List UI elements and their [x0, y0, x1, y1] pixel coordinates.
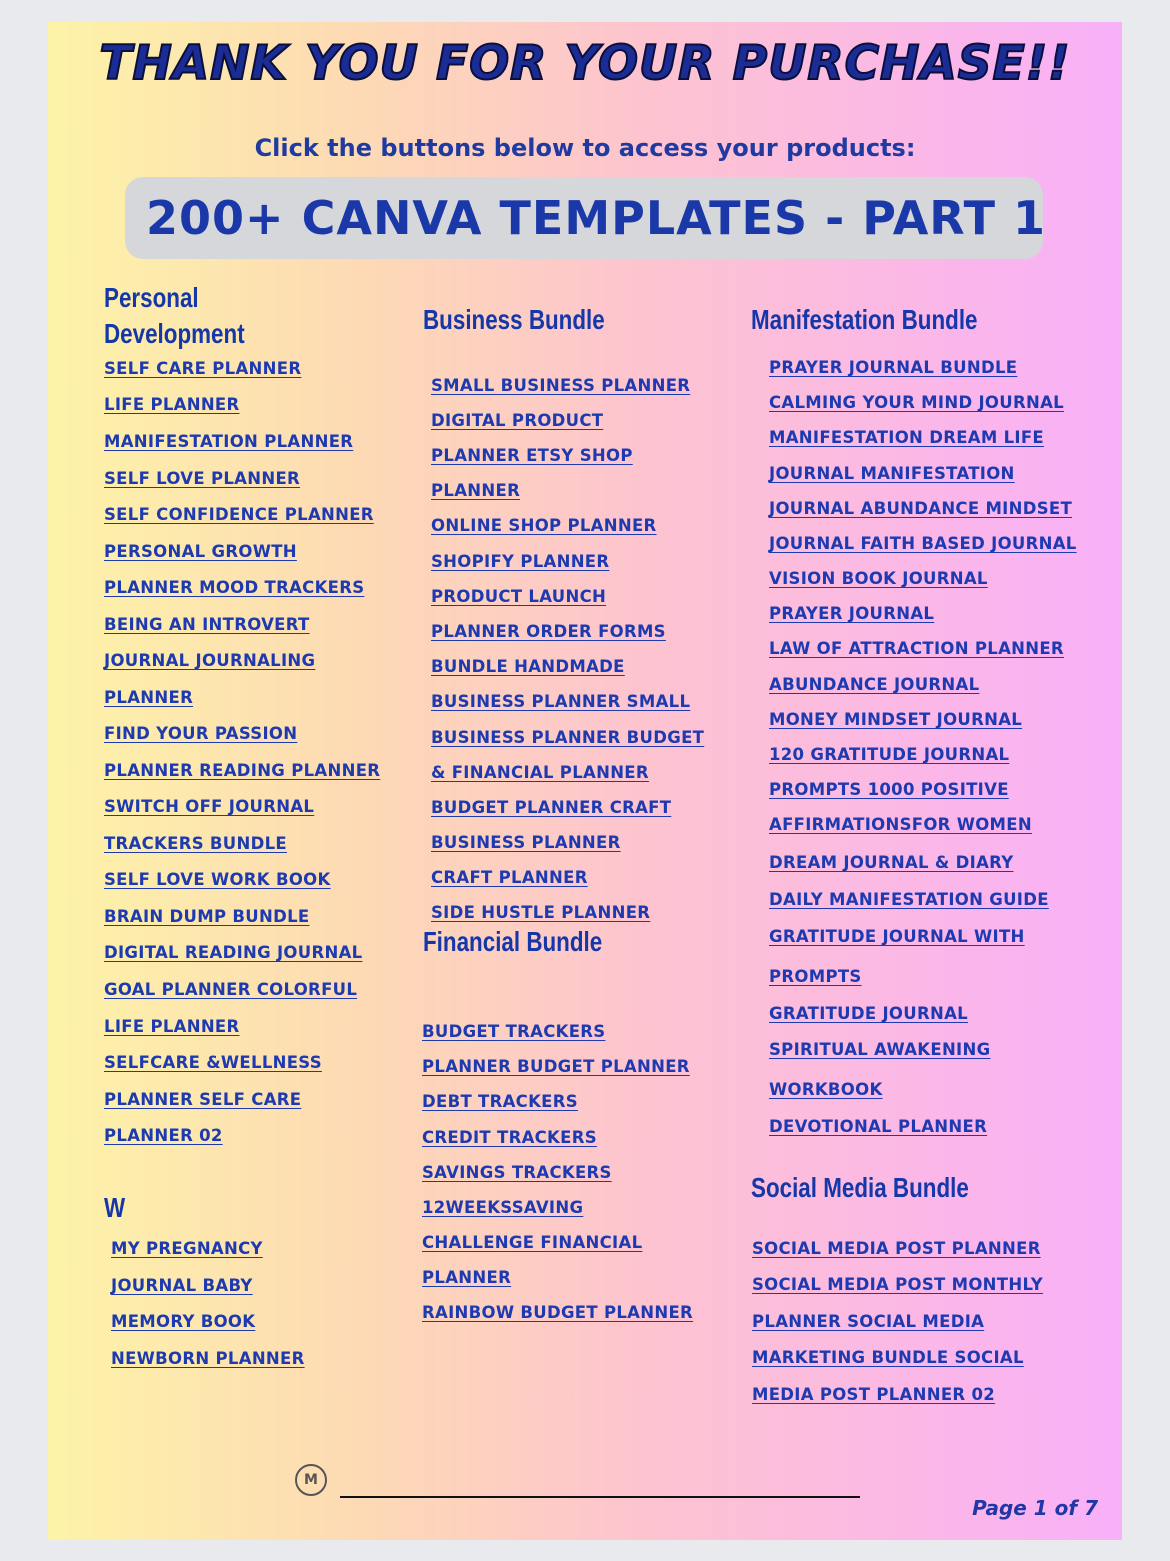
product-link[interactable]: PRODUCT LAUNCH	[431, 587, 607, 606]
product-link[interactable]: JOURNAL BABY	[111, 1276, 253, 1295]
product-link[interactable]: MARKETING BUNDLE SOCIAL	[752, 1348, 1024, 1367]
heading-w: W	[104, 1192, 126, 1223]
product-link[interactable]: DAILY MANIFESTATION GUIDE	[769, 890, 1049, 909]
product-link[interactable]: LIFE PLANNER	[104, 395, 240, 414]
product-link[interactable]: CHALLENGE FINANCIAL	[422, 1233, 643, 1252]
product-link[interactable]: PLANNER 02	[104, 1126, 223, 1145]
product-link[interactable]: ONLINE SHOP PLANNER	[431, 516, 657, 535]
product-banner	[125, 177, 1047, 259]
product-link[interactable]: SMALL BUSINESS PLANNER	[431, 376, 691, 395]
product-link[interactable]: BUDGET PLANNER CRAFT	[431, 798, 672, 817]
page-title: THANK YOU FOR YOUR PURCHASE!!	[99, 36, 1071, 91]
product-link[interactable]: SELFCARE &WELLNESS	[104, 1053, 322, 1072]
product-link[interactable]: PLANNER	[422, 1268, 512, 1287]
document-page	[48, 22, 1122, 1540]
product-link[interactable]: PLANNER BUDGET PLANNER	[422, 1057, 690, 1076]
product-link[interactable]: JOURNAL ABUNDANCE MINDSET	[769, 499, 1073, 518]
product-link[interactable]: NEWBORN PLANNER	[111, 1349, 305, 1368]
product-link[interactable]: SIDE HUSTLE PLANNER	[431, 903, 651, 922]
product-link[interactable]: PLANNER ETSY SHOP	[431, 446, 633, 465]
product-link[interactable]: MANIFESTATION DREAM LIFE	[769, 428, 1045, 447]
product-link[interactable]: AFFIRMATIONSFOR WOMEN	[769, 815, 1032, 834]
product-link[interactable]: & FINANCIAL PLANNER	[431, 763, 649, 782]
product-link[interactable]: DEBT TRACKERS	[422, 1092, 578, 1111]
product-link[interactable]: SHOPIFY PLANNER	[431, 552, 610, 571]
product-link[interactable]: BUSINESS PLANNER	[431, 833, 621, 852]
product-link[interactable]: DIGITAL READING JOURNAL	[104, 943, 363, 962]
product-link[interactable]: PRAYER JOURNAL	[769, 604, 935, 623]
product-link[interactable]: BUDGET TRACKERS	[422, 1022, 606, 1041]
product-link[interactable]: DREAM JOURNAL & DIARY	[769, 853, 1014, 872]
product-link[interactable]: BRAIN DUMP BUNDLE	[104, 907, 310, 926]
product-link[interactable]: MEDIA POST PLANNER 02	[752, 1385, 996, 1404]
heading-personal-line2: Development	[104, 318, 245, 349]
product-link[interactable]: CALMING YOUR MIND JOURNAL	[769, 393, 1064, 412]
product-link[interactable]: MY PREGNANCY	[111, 1239, 263, 1258]
product-link[interactable]: SAVINGS TRACKERS	[422, 1163, 612, 1182]
product-link[interactable]: 12WEEKSSAVING	[422, 1198, 584, 1217]
product-link[interactable]: PLANNER MOOD TRACKERS	[104, 578, 365, 597]
product-link[interactable]: TRACKERS BUNDLE	[104, 834, 287, 853]
product-link[interactable]: SELF CONFIDENCE PLANNER	[104, 505, 374, 524]
heading-personal-line1: Personal	[104, 282, 199, 313]
heading-business: Business Bundle	[423, 304, 605, 335]
product-link[interactable]: SOCIAL MEDIA POST MONTHLY	[752, 1275, 1043, 1294]
product-link[interactable]: GRATITUDE JOURNAL	[769, 1004, 968, 1023]
product-link[interactable]: MEMORY BOOK	[111, 1312, 256, 1331]
product-link[interactable]: SELF LOVE WORK BOOK	[104, 870, 331, 889]
product-link[interactable]: BUSINESS PLANNER SMALL	[431, 692, 691, 711]
product-link[interactable]: PROMPTS 1000 POSITIVE	[769, 780, 1009, 799]
heading-financial: Financial Bundle	[423, 926, 603, 957]
signature-line	[340, 1496, 860, 1498]
product-link[interactable]: WORKBOOK	[769, 1080, 883, 1099]
product-link[interactable]: PLANNER SELF CARE	[104, 1090, 302, 1109]
product-link[interactable]: GOAL PLANNER COLORFUL	[104, 980, 358, 999]
product-link[interactable]: JOURNAL MANIFESTATION	[769, 464, 1015, 483]
product-link[interactable]: PERSONAL GROWTH	[104, 542, 297, 561]
product-link[interactable]: PLANNER	[104, 688, 194, 707]
brand-logo-icon: M	[295, 1464, 327, 1496]
product-link[interactable]: JOURNAL FAITH BASED JOURNAL	[769, 534, 1077, 553]
product-link[interactable]: DEVOTIONAL PLANNER	[769, 1117, 988, 1136]
product-link[interactable]: MONEY MINDSET JOURNAL	[769, 710, 1023, 729]
product-link[interactable]: PLANNER READING PLANNER	[104, 761, 381, 780]
product-link[interactable]: SELF LOVE PLANNER	[104, 469, 301, 488]
product-link[interactable]: DIGITAL PRODUCT	[431, 411, 604, 430]
product-link[interactable]: MANIFESTATION PLANNER	[104, 432, 354, 451]
product-link[interactable]: GRATITUDE JOURNAL WITH	[769, 927, 1025, 946]
product-link[interactable]: PLANNER SOCIAL MEDIA	[752, 1312, 985, 1331]
product-link[interactable]: CRAFT PLANNER	[431, 868, 588, 887]
product-link[interactable]: SPIRITUAL AWAKENING	[769, 1040, 991, 1059]
product-link[interactable]: 120 GRATITUDE JOURNAL	[769, 745, 1010, 764]
product-link[interactable]: PROMPTS	[769, 967, 862, 986]
instructions-text: Click the buttons below to access your products:	[254, 134, 916, 162]
product-link[interactable]: RAINBOW BUDGET PLANNER	[422, 1303, 694, 1322]
product-link[interactable]: SELF CARE PLANNER	[104, 359, 302, 378]
product-link[interactable]: PLANNER ORDER FORMS	[431, 622, 666, 641]
heading-social: Social Media Bundle	[751, 1172, 969, 1203]
product-link[interactable]: ABUNDANCE JOURNAL	[769, 675, 980, 694]
product-link[interactable]: PRAYER JOURNAL BUNDLE	[769, 358, 1018, 377]
product-link[interactable]: BUNDLE HANDMADE	[431, 657, 625, 676]
product-link[interactable]: SWITCH OFF JOURNAL	[104, 797, 315, 816]
product-link[interactable]: BEING AN INTROVERT	[104, 615, 310, 634]
page-number: Page 1 of 7	[972, 1496, 1098, 1520]
heading-manifestation: Manifestation Bundle	[751, 304, 978, 335]
product-link[interactable]: CREDIT TRACKERS	[422, 1128, 597, 1147]
banner-title: 200+ CANVA TEMPLATES - PART 1	[146, 191, 1047, 245]
product-link[interactable]: SOCIAL MEDIA POST PLANNER	[752, 1239, 1041, 1258]
product-link[interactable]: LAW OF ATTRACTION PLANNER	[769, 639, 1064, 658]
product-link[interactable]: VISION BOOK JOURNAL	[769, 569, 988, 588]
product-link[interactable]: FIND YOUR PASSION	[104, 724, 298, 743]
product-link[interactable]: BUSINESS PLANNER BUDGET	[431, 728, 705, 747]
product-link[interactable]: LIFE PLANNER	[104, 1017, 240, 1036]
product-link[interactable]: JOURNAL JOURNALING	[104, 651, 316, 670]
product-link[interactable]: PLANNER	[431, 481, 521, 500]
